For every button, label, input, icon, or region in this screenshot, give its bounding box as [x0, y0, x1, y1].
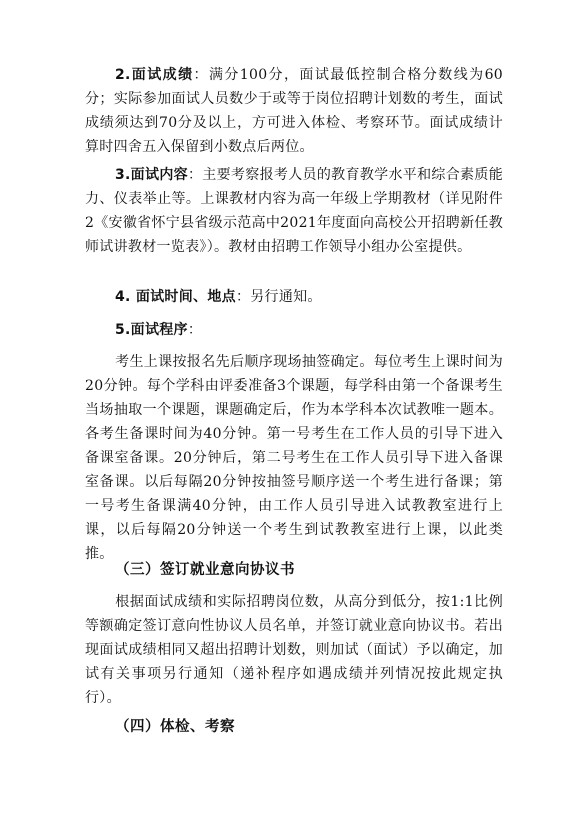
interview-content-text: ：主要考察报考人员的教育教学水平和综合素质能力、仪表举止等。上课教材内容为高一年级上学期教材（详见附件2《安徽省怀宁县省级示范高中2021年度面向高校公开招聘新任教师试讲教材一览表》）。教材由招聘工作领导小组办公室提供。 — [85, 167, 503, 255]
interview-procedure-body — [85, 350, 503, 566]
interview-time-label: 4. 面试时间、地点 — [115, 289, 236, 305]
interview-procedure-label: 5.面试程序 — [115, 322, 188, 338]
interview-content-paragraph — [85, 163, 503, 259]
interview-content-label: 3.面试内容 — [115, 167, 188, 183]
interview-score-text: ：满分100分，面试最低控制合格分数线为60分；实际参加面试人员数少于或等于岗位招聘计划数的考生，面试成绩须达到70分及以上，方可进入体检、考察环节。面试成绩计算时四舍五入保留到小数点后两位。 — [85, 67, 503, 155]
agreement-heading: （三）签订就业意向协议书 — [115, 562, 295, 578]
physical-exam-heading: （四）体检、考察 — [115, 719, 235, 735]
agreement-body — [85, 590, 503, 710]
interview-procedure-text: 考生上课按报名先后顺序现场抽签确定。每位考生上课时间为20分钟。每个学科由评委准备3个课题，每学科由第一个备课考生当场抽取一个课题，课题确定后，作为本学科本次试教唯一题本。各考生备课时间为40分钟。第一号考生在工作人员的引导下进入备课室备课。20分钟后，第二号考生在工作人员引导下进入备课室备课。以后每隔20分钟按抽签号顺序送一个考生进行备课；第一号考生备课满40分钟，由工作人员引导进入试教教室进行上课，以后每隔20分钟送一个考生到试教教室进行上课，以此类推。 — [85, 354, 503, 562]
interview-procedure-heading: 5.面试程序： — [115, 322, 203, 338]
interview-time-paragraph — [85, 285, 503, 309]
agreement-text: 根据面试成绩和实际招聘岗位数，从高分到低分，按1:1比例等额确定签订意向性协议人员名单，并签订就业意向协议书。若出现面试成绩相同又超出招聘计划数，则加试（面试）予以确定，加试有关事项另行通知（递补程序如遇成绩并列情况按此规定执行）。 — [85, 594, 503, 706]
interview-time-text: ：另行通知。 — [235, 289, 322, 305]
interview-score-paragraph — [85, 63, 503, 159]
interview-score-label: 2.面试成绩 — [115, 67, 194, 83]
